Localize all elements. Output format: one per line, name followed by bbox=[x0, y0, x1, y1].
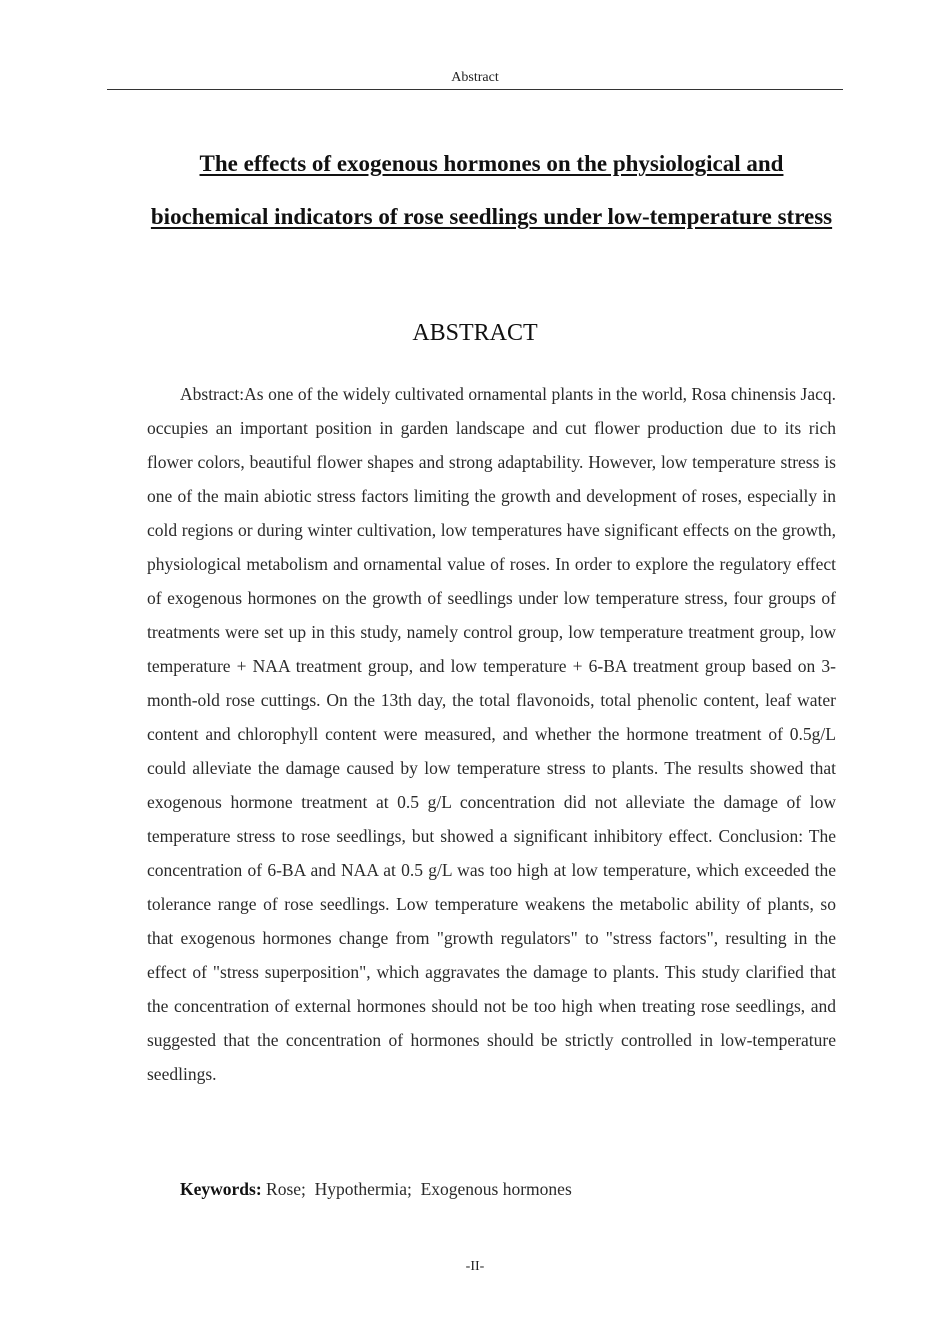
keywords-line bbox=[180, 1172, 836, 1206]
paper-title: The effects of exogenous hormones on the physiological and biochemical indicators of rose seedlings under low-temperature stress bbox=[150, 151, 833, 229]
section-heading: ABSTRACT bbox=[412, 320, 538, 346]
keywords-label: Keywords: bbox=[180, 1179, 262, 1199]
page-number: -II- bbox=[465, 1259, 485, 1274]
header-divider bbox=[107, 89, 843, 90]
running-header: Abstract bbox=[451, 70, 499, 85]
abstract-body: Abstract:As one of the widely cultivated ornamental plants in the world, Rosa chinensis Jacq. occupies an important position in garden landscape and cut flower production due to its rich flower colors, beautiful flower shapes and strong adaptability. However, low temperature stress is one of the main abiotic stress factors limiting the growth and development of roses, especially in cold regions or during winter cultivation, low temperatures have significant effects on the growth, physiological metabolism and ornamental value of roses. In order to explore the regulatory effect of exogenous hormones on the growth of seedlings under low temperature stress, four groups of treatments were set up in this study, namely control group, low temperature treatment group, low temperature + NAA treatment group, and low temperature + 6-BA treatment group based on 3-month-old rose cuttings. On the 13th day, the total flavonoids, total phenolic content, leaf water content and chlorophyll content were measured, and whether the hormone treatment of 0.5g/L could alleviate the damage caused by low temperature stress to plants. The results showed that exogenous hormone treatment at 0.5 g/L concentration did not alleviate the damage of low temperature stress to rose seedlings, but showed a significant inhibitory effect. Conclusion: The concentration of 6-BA and NAA at 0.5 g/L was too high at low temperature, which exceeded the tolerance range of rose seedlings. Low temperature weakens the metabolic ability of plants, so that exogenous hormones change from "growth regulators" to "stress factors", resulting in the effect of "stress superposition", which aggravates the damage to plants. This study clarified that the concentration of external hormones should not be too high when treating rose seedlings, and suggested that the concentration of hormones should be strictly controlled in low-temperature seedlings. bbox=[147, 384, 836, 1084]
keywords-list: Rose; Hypothermia; Exogenous hormones bbox=[261, 1179, 572, 1199]
